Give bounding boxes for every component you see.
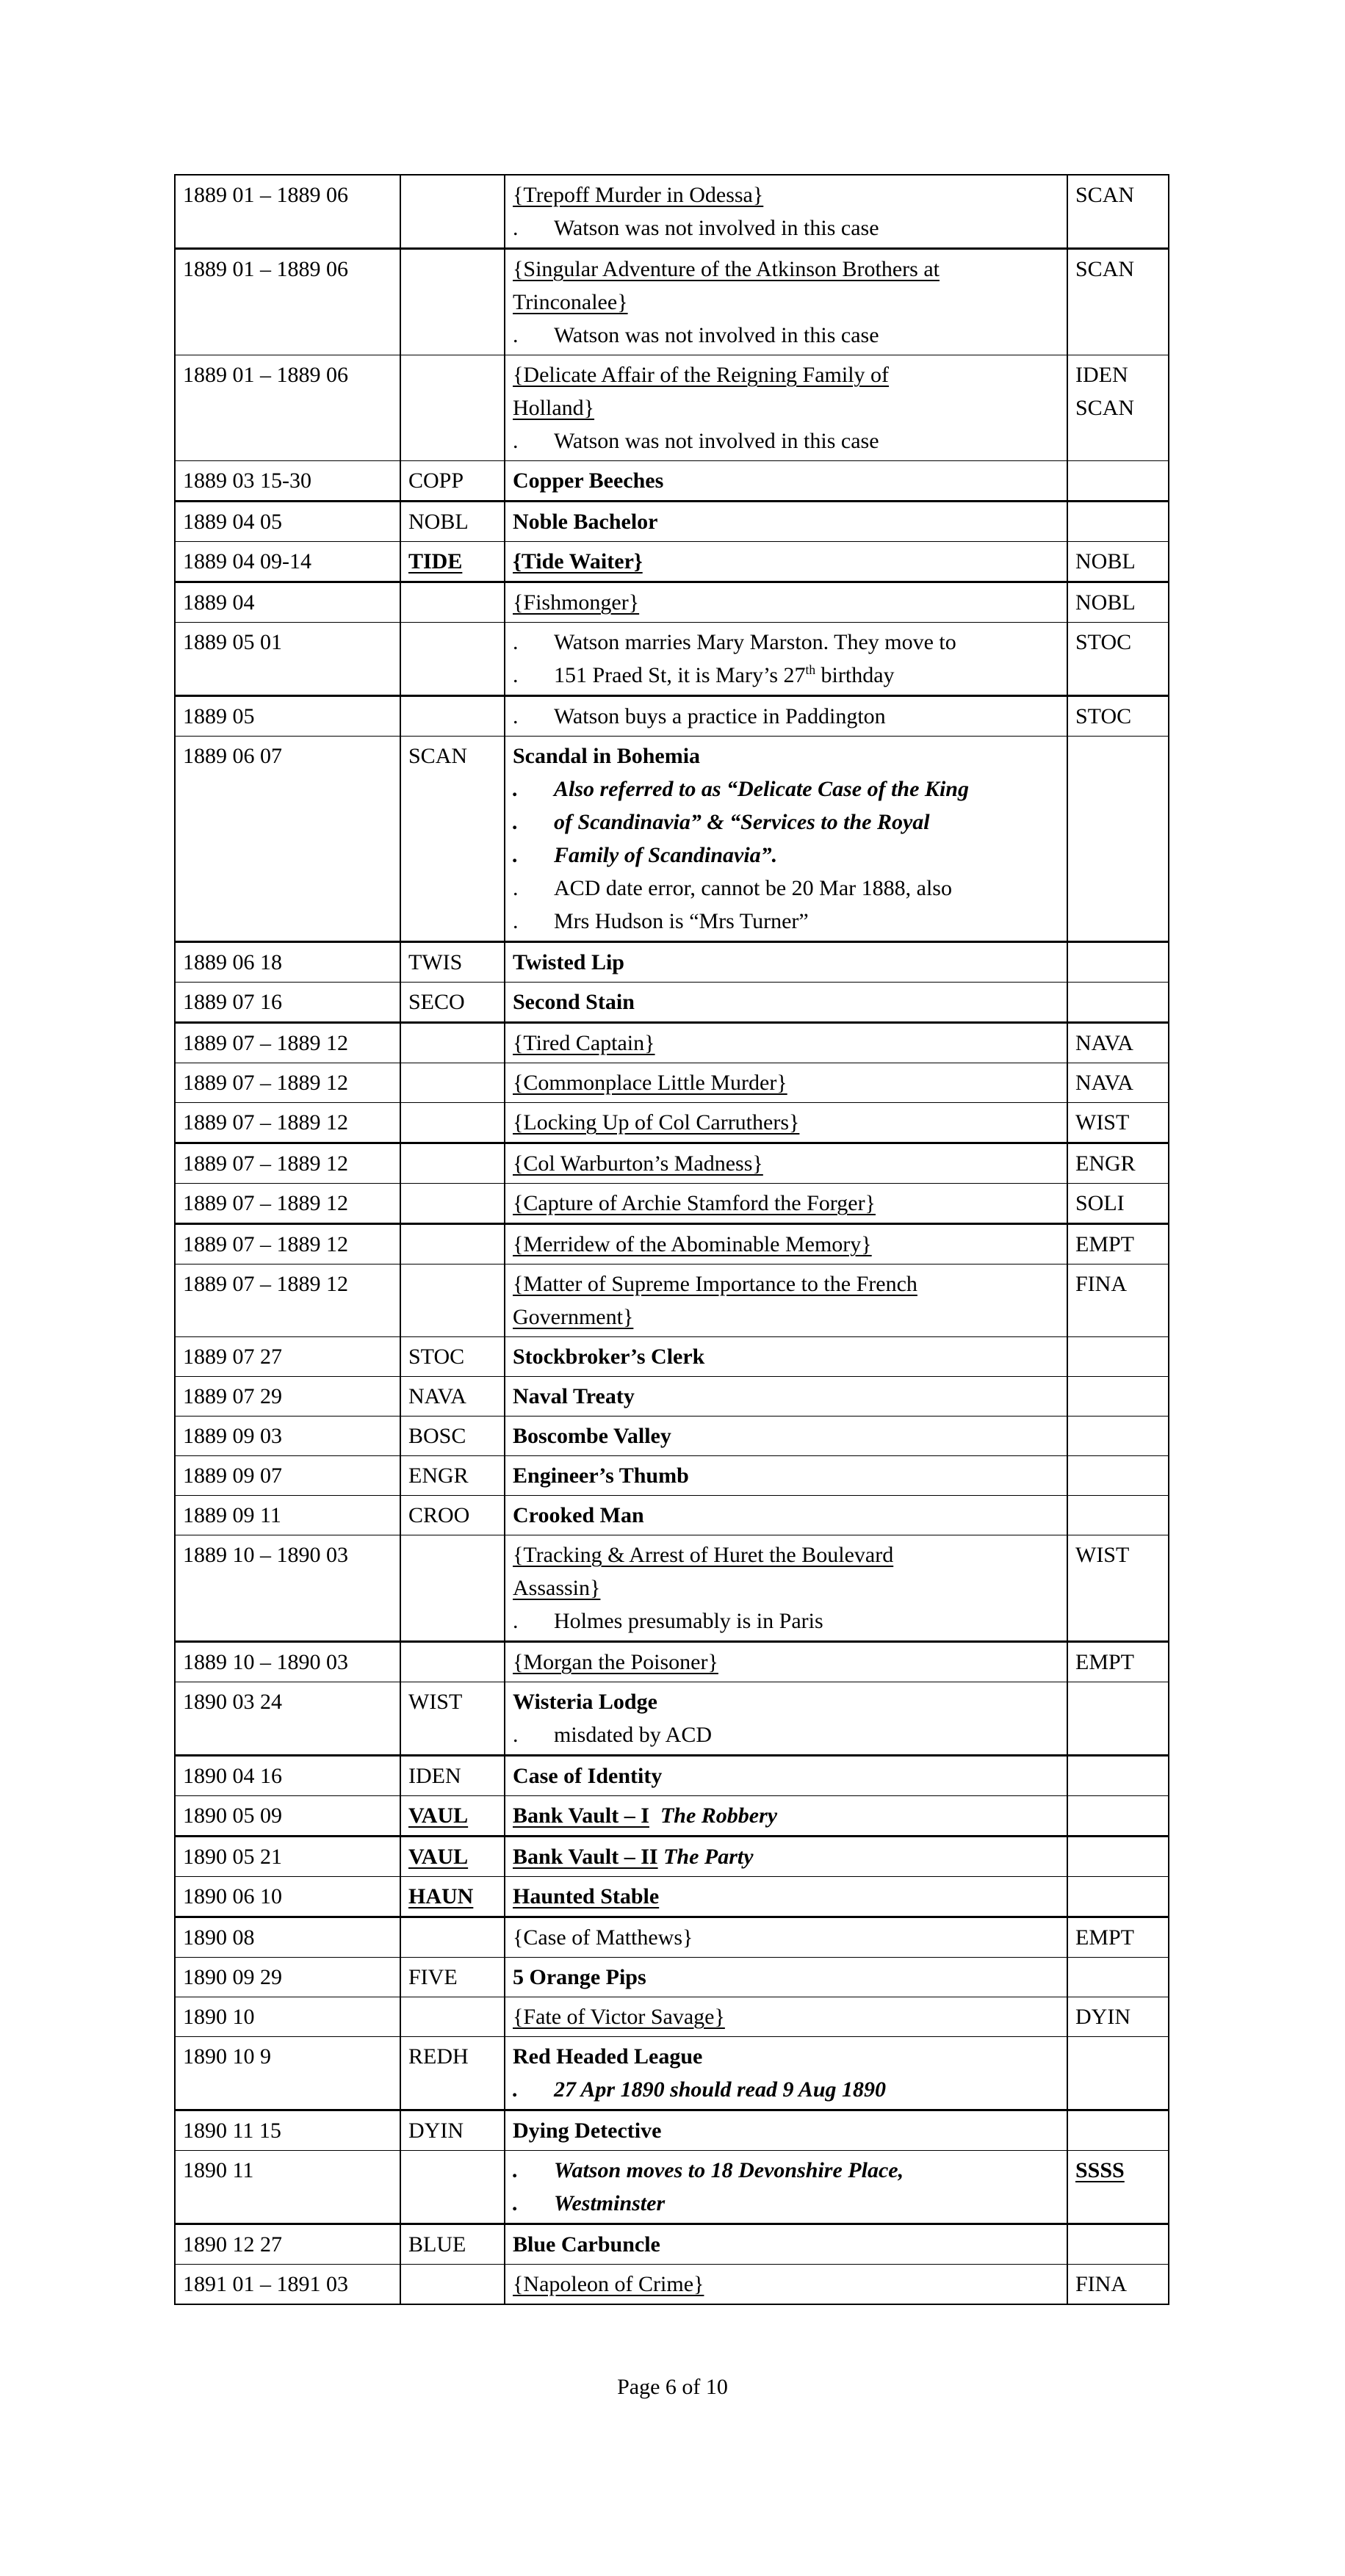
title-line: Trinconalee} bbox=[513, 290, 628, 314]
code-cell: STOC bbox=[400, 1337, 505, 1377]
bullet-dot: . bbox=[513, 630, 519, 654]
title-line: {Col Warburton’s Madness} bbox=[513, 1151, 763, 1176]
title-cell bbox=[505, 461, 1067, 502]
tag-cell bbox=[1067, 1265, 1169, 1337]
date-cell: 1889 05 bbox=[175, 696, 400, 737]
code-cell bbox=[400, 1103, 505, 1143]
title-line: {Morgan the Poisoner} bbox=[513, 1650, 718, 1674]
title-line: . Holmes presumably is in Paris bbox=[513, 1604, 1064, 1638]
table-row bbox=[175, 582, 1169, 623]
title-cell bbox=[505, 1377, 1067, 1417]
title-cell bbox=[505, 2224, 1067, 2265]
tag: SCAN bbox=[1075, 257, 1135, 281]
code-cell bbox=[400, 355, 505, 461]
bullet-dot: . bbox=[513, 663, 519, 687]
title-line: . ACD date error, cannot be 20 Mar 1888, also bbox=[513, 872, 1064, 905]
title-line: Second Stain bbox=[513, 990, 635, 1014]
tag: FINA bbox=[1075, 2272, 1128, 2296]
tag-cell bbox=[1067, 623, 1169, 696]
title-cell bbox=[505, 1535, 1067, 1642]
title-cell bbox=[505, 1184, 1067, 1224]
title-cell bbox=[505, 737, 1067, 942]
title-line: . Watson moves to 18 Devonshire Place, bbox=[513, 2154, 1064, 2187]
tag-cell bbox=[1067, 1917, 1169, 1958]
code-cell: SCAN bbox=[400, 737, 505, 942]
title-cell bbox=[505, 175, 1067, 249]
title-line: Scandal in Bohemia bbox=[513, 744, 701, 768]
title-cell bbox=[505, 355, 1067, 461]
date-cell: 1890 05 09 bbox=[175, 1796, 400, 1837]
table-row bbox=[175, 1535, 1169, 1642]
code-cell bbox=[400, 175, 505, 249]
tag: SCAN bbox=[1075, 183, 1135, 207]
title-cell bbox=[505, 1023, 1067, 1063]
tag-cell bbox=[1067, 942, 1169, 983]
date-cell: 1889 07 16 bbox=[175, 983, 400, 1023]
bullet-dot: . bbox=[513, 876, 519, 900]
table-row bbox=[175, 1997, 1169, 2037]
title-line: {Delicate Affair of the Reigning Family of bbox=[513, 363, 890, 387]
title-line: . misdated by ACD bbox=[513, 1718, 1064, 1751]
code-cell bbox=[400, 1063, 505, 1103]
tag-cell bbox=[1067, 1796, 1169, 1837]
title-cell bbox=[505, 1642, 1067, 1682]
tag: EMPT bbox=[1075, 1650, 1135, 1674]
bullet-dot: . bbox=[513, 2158, 519, 2182]
title-line: Copper Beeches bbox=[513, 468, 664, 493]
date-cell: 1890 12 27 bbox=[175, 2224, 400, 2265]
date-cell: 1890 04 16 bbox=[175, 1756, 400, 1796]
title-cell bbox=[505, 1456, 1067, 1496]
tag: SOLI bbox=[1075, 1191, 1125, 1215]
code-cell bbox=[400, 696, 505, 737]
tag-cell bbox=[1067, 1103, 1169, 1143]
tag-cell bbox=[1067, 175, 1169, 249]
code-cell bbox=[400, 1642, 505, 1682]
code-cell bbox=[400, 2151, 505, 2224]
tag-cell bbox=[1067, 1958, 1169, 1997]
title-line: . Also referred to as “Delicate Case of the King bbox=[513, 773, 1064, 806]
tag-cell bbox=[1067, 1337, 1169, 1377]
title-cell bbox=[505, 2151, 1067, 2224]
title-line: Assassin} bbox=[513, 1576, 601, 1600]
date-cell: 1891 01 – 1891 03 bbox=[183, 2272, 348, 2296]
title-line: {Merridew of the Abominable Memory} bbox=[513, 1232, 872, 1256]
chronology-table bbox=[174, 174, 1169, 2305]
table-row bbox=[175, 1337, 1169, 1377]
bullet-dot: . bbox=[513, 429, 519, 453]
table-row bbox=[175, 696, 1169, 737]
code-cell: NOBL bbox=[400, 502, 505, 542]
table-row bbox=[175, 175, 1169, 249]
table-row bbox=[175, 942, 1169, 983]
title-line: Blue Carbuncle bbox=[513, 2232, 660, 2257]
tag-cell bbox=[1067, 2265, 1169, 2305]
tag-cell bbox=[1067, 1837, 1169, 1877]
code-cell bbox=[400, 249, 505, 355]
title-line: {Singular Adventure of the Atkinson Brothers at bbox=[513, 257, 940, 281]
title-cell bbox=[505, 1063, 1067, 1103]
date-cell: 1889 07 – 1889 12 bbox=[175, 1265, 400, 1337]
date-cell: 1889 07 – 1889 12 bbox=[175, 1224, 400, 1265]
table-row bbox=[175, 1877, 1169, 1917]
tag-cell bbox=[1067, 1377, 1169, 1417]
date-cell: 1889 07 – 1889 12 bbox=[175, 1184, 400, 1224]
title-line: {Locking Up of Col Carruthers} bbox=[513, 1110, 800, 1135]
table-row bbox=[175, 2151, 1169, 2224]
code-cell: ENGR bbox=[400, 1456, 505, 1496]
table-row bbox=[175, 1756, 1169, 1796]
table-row bbox=[175, 1103, 1169, 1143]
code-cell bbox=[400, 1917, 505, 1958]
date-cell: 1889 09 07 bbox=[175, 1456, 400, 1496]
code-cell: BLUE bbox=[400, 2224, 505, 2265]
title-line: Bank Vault – I The Robbery bbox=[513, 1803, 778, 1828]
date-cell: 1889 04 05 bbox=[175, 502, 400, 542]
table-row bbox=[175, 542, 1169, 582]
tag-cell bbox=[1067, 461, 1169, 502]
tag-cell bbox=[1067, 2110, 1169, 2151]
tag: SSSS bbox=[1075, 2158, 1125, 2182]
code-cell: NAVA bbox=[400, 1377, 505, 1417]
date-cell: 1889 06 18 bbox=[175, 942, 400, 983]
title-line: {Tired Captain} bbox=[513, 1031, 655, 1055]
date-cell: 1889 10 – 1890 03 bbox=[175, 1642, 400, 1682]
code-cell: HAUN bbox=[400, 1877, 505, 1917]
title-cell bbox=[505, 249, 1067, 355]
title-cell bbox=[505, 1796, 1067, 1837]
code-cell: IDEN bbox=[400, 1756, 505, 1796]
table-row bbox=[175, 1958, 1169, 1997]
title-line: Government} bbox=[513, 1305, 634, 1329]
code-cell bbox=[400, 2265, 505, 2305]
tag: NAVA bbox=[1075, 1071, 1133, 1095]
tag: NOBL bbox=[1075, 549, 1136, 574]
tag-cell bbox=[1067, 542, 1169, 582]
tag: IDEN bbox=[1075, 363, 1128, 387]
tag: NOBL bbox=[1075, 590, 1136, 615]
tag-cell bbox=[1067, 2151, 1169, 2224]
tag-cell bbox=[1067, 983, 1169, 1023]
code-cell: TIDE bbox=[400, 542, 505, 582]
tag: DYIN bbox=[1075, 2005, 1131, 2029]
code-cell: BOSC bbox=[400, 1417, 505, 1456]
title-line: Dying Detective bbox=[513, 2119, 662, 2143]
title-cell bbox=[505, 696, 1067, 737]
tag-cell bbox=[1067, 737, 1169, 942]
table-row bbox=[175, 1143, 1169, 1184]
bullet-dot: . bbox=[513, 216, 519, 240]
table-row bbox=[175, 1837, 1169, 1877]
tag: NAVA bbox=[1075, 1031, 1133, 1055]
date-cell: 1889 07 – 1889 12 bbox=[175, 1023, 400, 1063]
title-cell bbox=[505, 2037, 1067, 2110]
tag-cell bbox=[1067, 1456, 1169, 1496]
table-row bbox=[175, 2265, 1169, 2305]
title-line: Naval Treaty bbox=[513, 1384, 635, 1408]
title-line: . Family of Scandinavia”. bbox=[513, 839, 1064, 872]
title-cell bbox=[505, 542, 1067, 582]
tag-cell bbox=[1067, 355, 1169, 461]
code-cell bbox=[400, 1184, 505, 1224]
title-line: . Watson marries Mary Marston. They move to bbox=[513, 626, 1064, 659]
date-cell: 1889 05 01 bbox=[175, 623, 400, 696]
bullet-dot: . bbox=[513, 2191, 519, 2215]
title-cell bbox=[505, 502, 1067, 542]
tag-cell bbox=[1067, 1535, 1169, 1642]
page-number: Page 6 of 10 bbox=[617, 2375, 728, 2399]
title-line: . Watson was not involved in this case bbox=[513, 211, 1064, 245]
date-cell: 1889 03 15-30 bbox=[175, 461, 400, 502]
tag-cell bbox=[1067, 502, 1169, 542]
title-line: {Trepoff Murder in Odessa} bbox=[513, 183, 764, 207]
title-line: Noble Bachelor bbox=[513, 510, 658, 534]
tag-cell bbox=[1067, 1682, 1169, 1756]
tag-cell bbox=[1067, 1184, 1169, 1224]
tag: WIST bbox=[1075, 1543, 1130, 1567]
date-cell: 1890 09 29 bbox=[175, 1958, 400, 1997]
table-row bbox=[175, 502, 1169, 542]
title-cell bbox=[505, 1337, 1067, 1377]
title-line: Red Headed League bbox=[513, 2044, 703, 2069]
date-cell: 1889 07 29 bbox=[175, 1377, 400, 1417]
tag-cell bbox=[1067, 1417, 1169, 1456]
code-cell: REDH bbox=[400, 2037, 505, 2110]
title-line: Case of Identity bbox=[513, 1764, 663, 1788]
title-cell bbox=[505, 1997, 1067, 2037]
title-cell bbox=[505, 1837, 1067, 1877]
code-cell: SECO bbox=[400, 983, 505, 1023]
title-line: {Case of Matthews} bbox=[513, 1925, 693, 1950]
title-line: Engineer’s Thumb bbox=[513, 1464, 689, 1488]
title-line: Wisteria Lodge bbox=[513, 1690, 657, 1714]
date-cell: 1889 07 – 1889 12 bbox=[175, 1103, 400, 1143]
tag: ENGR bbox=[1075, 1151, 1136, 1176]
date-cell: 1889 04 bbox=[175, 582, 400, 623]
tag: STOC bbox=[1075, 630, 1132, 654]
bullet-dot: . bbox=[513, 909, 519, 933]
title-line: Holland} bbox=[513, 396, 595, 420]
title-cell bbox=[505, 1265, 1067, 1337]
title-line: 5 Orange Pips bbox=[513, 1965, 646, 1989]
date-cell: 1889 01 – 1889 06 bbox=[175, 175, 400, 249]
title-line: . Watson was not involved in this case bbox=[513, 424, 1064, 457]
table-row bbox=[175, 1417, 1169, 1456]
title-cell bbox=[505, 942, 1067, 983]
tag-cell bbox=[1067, 2037, 1169, 2110]
code-cell bbox=[400, 1265, 505, 1337]
title-cell bbox=[505, 2265, 1067, 2305]
bullet-dot: . bbox=[513, 323, 519, 347]
title-line: {Fate of Victor Savage} bbox=[513, 2005, 725, 2029]
code-cell bbox=[400, 1997, 505, 2037]
bullet-dot: . bbox=[513, 1723, 519, 1747]
table-row bbox=[175, 1917, 1169, 1958]
title-line: {Commonplace Little Murder} bbox=[513, 1071, 787, 1095]
code-cell: WIST bbox=[400, 1682, 505, 1756]
table-row bbox=[175, 1063, 1169, 1103]
tag-cell bbox=[1067, 1224, 1169, 1265]
title-line: Boscombe Valley bbox=[513, 1424, 671, 1448]
date-cell: 1889 10 – 1890 03 bbox=[175, 1535, 400, 1642]
bullet-dot: . bbox=[513, 810, 519, 834]
date-cell: 1889 07 – 1889 12 bbox=[175, 1143, 400, 1184]
date-cell: 1889 06 07 bbox=[175, 737, 400, 942]
table-row bbox=[175, 1796, 1169, 1837]
title-cell bbox=[505, 2110, 1067, 2151]
title-line: . Mrs Hudson is “Mrs Turner” bbox=[513, 905, 1064, 938]
code-cell bbox=[400, 623, 505, 696]
tag: STOC bbox=[1075, 704, 1132, 728]
title-cell bbox=[505, 1756, 1067, 1796]
code-cell bbox=[400, 1023, 505, 1063]
table-row bbox=[175, 1642, 1169, 1682]
code-cell: DYIN bbox=[400, 2110, 505, 2151]
title-cell bbox=[505, 1682, 1067, 1756]
title-line: Stockbroker’s Clerk bbox=[513, 1345, 705, 1369]
table-row bbox=[175, 1682, 1169, 1756]
table-row bbox=[175, 1224, 1169, 1265]
title-line: . Watson was not involved in this case bbox=[513, 319, 1064, 352]
tag-cell bbox=[1067, 2224, 1169, 2265]
table-row bbox=[175, 1377, 1169, 1417]
date-cell: 1889 01 – 1889 06 bbox=[175, 249, 400, 355]
title-line: . Watson buys a practice in Paddington bbox=[513, 700, 1064, 733]
title-line: Twisted Lip bbox=[513, 950, 624, 974]
tag-cell bbox=[1067, 1143, 1169, 1184]
table-row bbox=[175, 461, 1169, 502]
title-line: Haunted Stable bbox=[513, 1884, 660, 1909]
tag-cell bbox=[1067, 249, 1169, 355]
table-row bbox=[175, 1265, 1169, 1337]
date-cell: 1890 03 24 bbox=[175, 1682, 400, 1756]
code-cell: VAUL bbox=[400, 1837, 505, 1877]
title-line: {Capture of Archie Stamford the Forger} bbox=[513, 1191, 876, 1215]
date-cell: 1889 01 – 1889 06 bbox=[175, 355, 400, 461]
table-row bbox=[175, 737, 1169, 942]
title-line: . 151 Praed St, it is Mary’s 27th birthday bbox=[513, 659, 1064, 692]
table-row bbox=[175, 2037, 1169, 2110]
date-cell: 1889 09 03 bbox=[175, 1417, 400, 1456]
title-cell bbox=[505, 1958, 1067, 1997]
title-cell bbox=[505, 1877, 1067, 1917]
date-cell: 1889 09 11 bbox=[175, 1496, 400, 1535]
table-row bbox=[175, 1496, 1169, 1535]
title-line: {Napoleon of Crime} bbox=[513, 2272, 704, 2296]
date-cell: 1890 08 bbox=[175, 1917, 400, 1958]
title-line: {Matter of Supreme Importance to the French bbox=[513, 1272, 917, 1296]
bullet-dot: . bbox=[513, 704, 519, 728]
table-row bbox=[175, 355, 1169, 461]
tag-cell bbox=[1067, 1877, 1169, 1917]
bullet-dot: . bbox=[513, 843, 519, 867]
title-line: Crooked Man bbox=[513, 1503, 644, 1527]
title-line: . of Scandinavia” & “Services to the Royal bbox=[513, 806, 1064, 839]
code-cell bbox=[400, 1535, 505, 1642]
title-line: . 27 Apr 1890 should read 9 Aug 1890 bbox=[513, 2073, 1064, 2106]
title-line: {Tide Waiter} bbox=[513, 549, 643, 574]
bullet-dot: . bbox=[513, 1609, 519, 1633]
tag-cell bbox=[1067, 1496, 1169, 1535]
table-row bbox=[175, 2224, 1169, 2265]
date-cell: 1889 07 27 bbox=[175, 1337, 400, 1377]
title-line: Bank Vault – II The Party bbox=[513, 1845, 754, 1869]
tag-cell bbox=[1067, 1023, 1169, 1063]
title-line: {Tracking & Arrest of Huret the Boulevard bbox=[513, 1543, 894, 1567]
title-cell bbox=[505, 983, 1067, 1023]
tag-cell bbox=[1067, 1642, 1169, 1682]
table-row bbox=[175, 983, 1169, 1023]
title-line: . Westminster bbox=[513, 2187, 1064, 2220]
code-cell: COPP bbox=[400, 461, 505, 502]
table-row bbox=[175, 249, 1169, 355]
code-cell: TWIS bbox=[400, 942, 505, 983]
code-cell bbox=[400, 582, 505, 623]
date-cell: 1890 11 15 bbox=[175, 2110, 400, 2151]
table-row bbox=[175, 2110, 1169, 2151]
date-cell: 1890 10 9 bbox=[175, 2037, 400, 2110]
title-cell bbox=[505, 1103, 1067, 1143]
title-cell bbox=[505, 1224, 1067, 1265]
tag: EMPT bbox=[1075, 1232, 1135, 1256]
tag-cell bbox=[1067, 696, 1169, 737]
code-cell bbox=[400, 1224, 505, 1265]
bullet-dot: . bbox=[513, 777, 519, 801]
title-cell bbox=[505, 1496, 1067, 1535]
tag-cell bbox=[1067, 582, 1169, 623]
tag-cell bbox=[1067, 1063, 1169, 1103]
code-cell: CROO bbox=[400, 1496, 505, 1535]
tag: FINA bbox=[1075, 1272, 1128, 1296]
table-row bbox=[175, 1023, 1169, 1063]
code-cell bbox=[400, 1143, 505, 1184]
date-cell: 1890 06 10 bbox=[175, 1877, 400, 1917]
title-line: {Fishmonger} bbox=[513, 590, 640, 615]
table-row bbox=[175, 1184, 1169, 1224]
title-cell bbox=[505, 1143, 1067, 1184]
table-row bbox=[175, 623, 1169, 696]
date-cell: 1890 11 bbox=[175, 2151, 400, 2224]
date-cell: 1890 10 bbox=[175, 1997, 400, 2037]
date-cell: 1889 04 09-14 bbox=[175, 542, 400, 582]
tag: EMPT bbox=[1075, 1925, 1135, 1950]
title-cell bbox=[505, 1917, 1067, 1958]
bullet-dot: . bbox=[513, 2077, 519, 2102]
date-cell: 1890 05 21 bbox=[175, 1837, 400, 1877]
date-cell: 1889 07 – 1889 12 bbox=[175, 1063, 400, 1103]
title-cell bbox=[505, 1417, 1067, 1456]
tag: SCAN bbox=[1075, 396, 1135, 420]
code-cell: FIVE bbox=[400, 1958, 505, 1997]
tag: WIST bbox=[1075, 1110, 1130, 1135]
title-cell bbox=[505, 623, 1067, 696]
tag-cell bbox=[1067, 1756, 1169, 1796]
table-row bbox=[175, 1456, 1169, 1496]
tag-cell bbox=[1067, 1997, 1169, 2037]
code-cell: VAUL bbox=[400, 1796, 505, 1837]
title-cell bbox=[505, 582, 1067, 623]
